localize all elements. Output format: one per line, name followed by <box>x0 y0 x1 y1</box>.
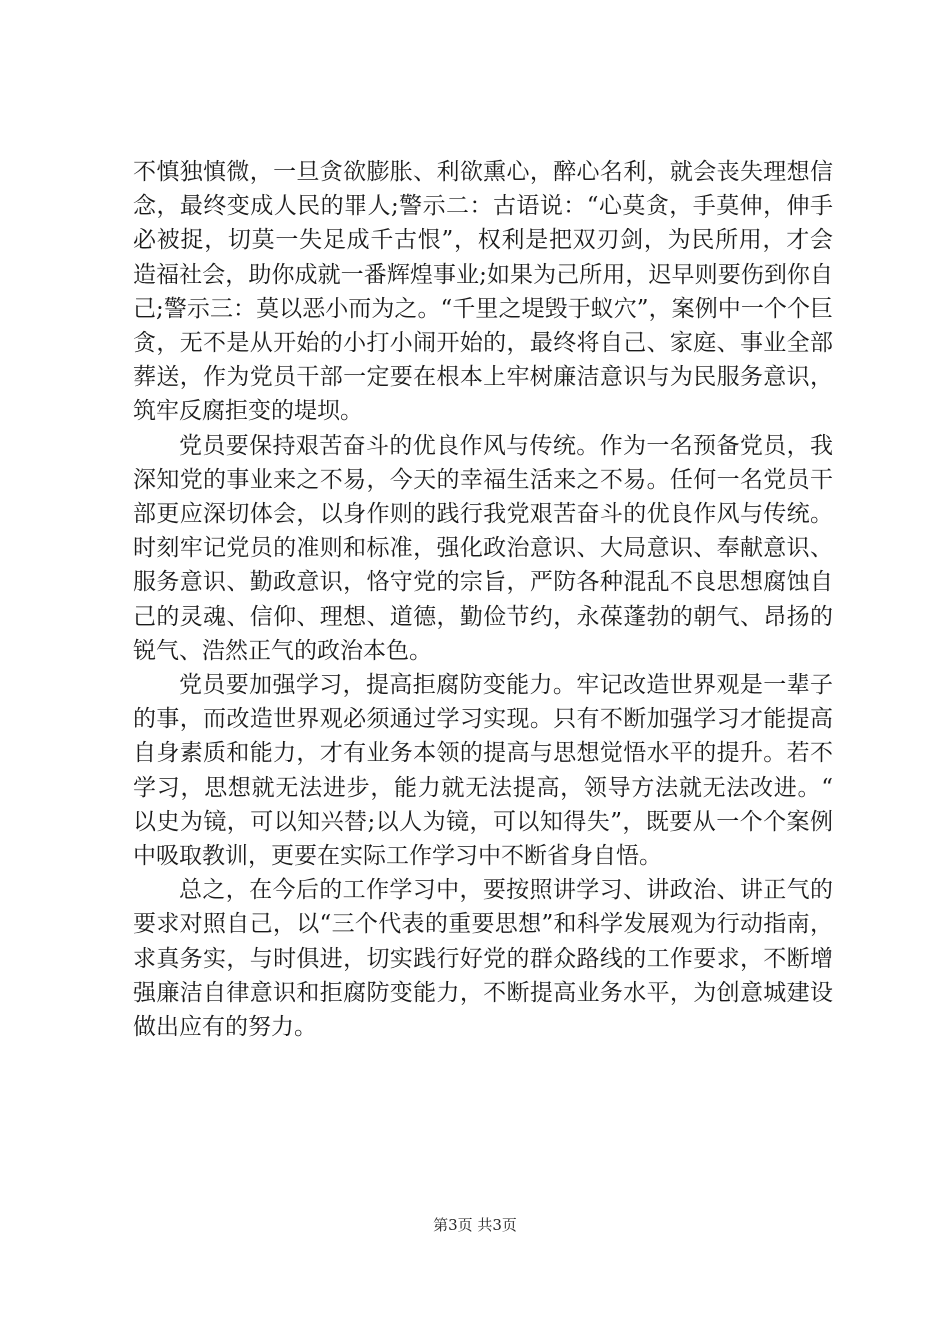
page-number-footer: 第3页 共3页 <box>433 1216 517 1234</box>
paragraph-conclusion: 总之，在今后的工作学习中，要按照讲学习、讲政治、讲正气的要求对照自己，以“三个代表的重要思想”和科学发展观为行动指南，求真务实，与时俱进，切实践行好党的群众路线的工作要求，不断增强廉洁自律意识和拒腐防变能力，不断提高业务水平，为创意城建设做出应有的努力。 <box>133 877 833 1041</box>
paragraph-hard-work: 党员要保持艰苦奋斗的优良作风与传统。作为一名预备党员，我深知党的事业来之不易，今天的幸福生活来之不易。任何一名党员干部更应深切体会，以身作则的践行我党艰苦奋斗的优良作风与传统。时刻牢记党员的准则和标准，强化政治意识、大局意识、奉献意识、服务意识、勤政意识，恪守党的宗旨，严防各种混乱不良思想腐蚀自己的灵魂、信仰、理想、道德，勤俭节约，永葆蓬勃的朝气、昂扬的锐气、浩然正气的政治本色。 <box>133 432 833 664</box>
paragraph-warnings: 不慎独慎微，一旦贪欲膨胀、利欲熏心，醉心名利，就会丧失理想信念，最终变成人民的罪人;警示二：古语说：“心莫贪，手莫伸，伸手必被捉，切莫一失足成千古恨”，权利是把双刃剑，为民所用，才会造福社会，助你成就一番辉煌事业;如果为己所用，迟早则要伤到你自己;警示三：莫以恶小而为之。“千里之堤毁于蚁穴”，案例中一个个巨贪，无不是从开始的小打小闹开始的，最终将自己、家庭、事业全部葬送，作为党员干部一定要在根本上牢树廉洁意识与为民服务意识，筑牢反腐拒变的堤坝。 <box>133 159 833 425</box>
document-body <box>133 155 833 1044</box>
paragraph-study: 党员要加强学习，提高拒腐防变能力。牢记改造世界观是一辈子的事，而改造世界观必须通过学习实现。只有不断加强学习才能提高自身素质和能力，才有业务本领的提高与思想觉悟水平的提升。若不学习，思想就无法进步，能力就无法提高，领导方法就无法改进。“以史为镜，可以知兴替;以人为镜，可以知得失”，既要从一个个案例中吸取教训，更要在实际工作学习中不断省身自悟。 <box>133 672 833 870</box>
